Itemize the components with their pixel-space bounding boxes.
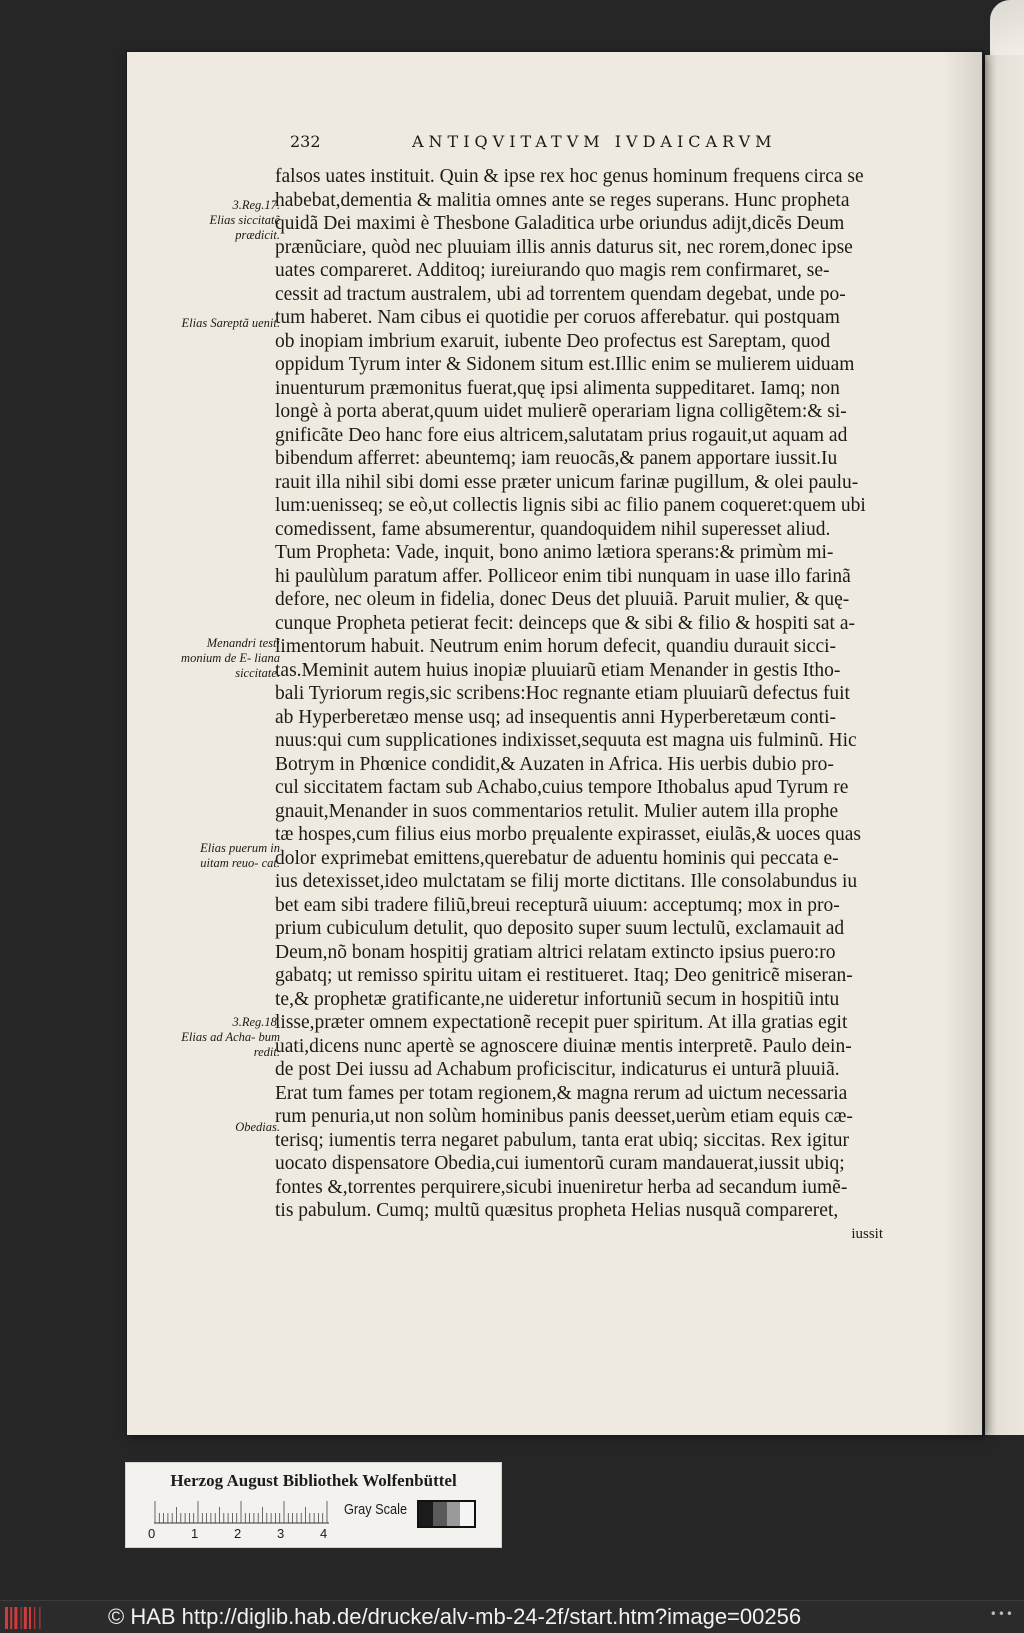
text-line: limentorum habuit. Neutrum enim horum defecit, quandiu durauit sicci- xyxy=(275,636,837,657)
margin-note xyxy=(180,636,280,681)
text-line: cessit ad tractum australem, ubi ad torrentem quendam degebat, unde po- xyxy=(275,283,846,305)
text-line: Botrym in Phœnice condidit,& Auzaten in Africa. His uerbis dubio pro- xyxy=(275,753,834,775)
text-line: longè à porta aberat,quum uidet mulierẽ operariam ligna colligẽtem:& si- xyxy=(275,401,847,422)
text-line: tum haberet. Nam cibus ei quotidie per coruos afferebatur. qui postquam xyxy=(275,307,840,328)
margin-note-text: Elias Sareptã uenit. xyxy=(181,316,280,330)
text-line: cunque Propheta petierat fecit: deinceps que & sibi & filio & hospiti sat a- xyxy=(275,612,855,634)
gray-swatch xyxy=(419,1502,433,1526)
text-line: tis pabulum. Cumq; multũ quæsitus propheta Helias nusquã compareret, xyxy=(275,1200,839,1221)
text-line: uates compareret. Additoq; iureiurando quo magis rem confirmaret, se- xyxy=(275,260,830,281)
barcode-bar xyxy=(34,1607,35,1629)
text-line: gnauit,Menander in suos commentarios retulit. Mulier autem illa prophe xyxy=(275,800,839,822)
margin-note xyxy=(180,1015,280,1060)
margin-note xyxy=(180,1120,280,1135)
text-line: gabatq; ut remisso spiritu uitam ei restitueret. Itaq; Deo genitricẽ miseran- xyxy=(275,965,853,986)
color-calibration-card xyxy=(125,1462,502,1548)
text-line: falsos uates instituit. Quin & ipse rex hoc genus hominum frequens circa se xyxy=(275,166,864,187)
text-line: te,& prophetæ gratificante,ne uideretur infortuniũ secum in hospitiũ intu xyxy=(275,988,840,1010)
running-head xyxy=(290,132,910,156)
text-line: Tum Propheta: Vade, inquit, bono animo lætiora sperans:& primùm mi- xyxy=(275,542,834,563)
page-header-title: ANTIQVITATVM IVDAICARVM xyxy=(412,132,777,151)
scale-numbers xyxy=(148,1526,338,1542)
margin-note-text: Menandri testi monium de E- liana siccitate. xyxy=(181,636,280,680)
text-line: cul siccitatem factam sub Achabo,cuius tempore Ithobalus apud Tyrum re xyxy=(275,777,849,798)
text-line: prium cubiculum detulit, quo deposito super suum lectulũ, exclamauit ad xyxy=(275,918,845,939)
body-text xyxy=(275,165,935,1246)
text-line: bibendum afferret: abeuntemq; iam reuocãs,& panem apportare iussit.Iu xyxy=(275,448,838,469)
text-line: dolor exprimebat emittens,querebatur de aduentu hominis qui peccata e- xyxy=(275,847,839,869)
barcode-bar xyxy=(5,1607,8,1629)
text-line: lum:uenisseq; se eò,ut collectis lignis sibi ac filio panem coqueret:quem ubi xyxy=(275,495,866,516)
text-line: habebat,dementia & malitia omnes ante se reges superans. Hunc propheta xyxy=(275,189,850,211)
barcode-bar xyxy=(10,1607,12,1629)
barcode-bar xyxy=(39,1607,40,1629)
barcode-bar xyxy=(29,1607,31,1629)
copyright-url-link[interactable]: © HAB http://diglib.hab.de/drucke/alv-mb-24-2f/start.htm?image=00256 xyxy=(108,1604,802,1629)
next-page-corner xyxy=(990,0,1024,60)
margin-note-ref: 3.Reg.18. xyxy=(232,1015,280,1029)
margin-note xyxy=(180,198,280,243)
text-line: uati,dicens nunc apertè se agnoscere diuinæ mentis interpretẽ. Paulo dein- xyxy=(275,1035,852,1057)
gray-swatch xyxy=(433,1502,447,1526)
margin-note-text: Elias ad Acha- bum redit. xyxy=(181,1030,280,1059)
ellipsis-icon[interactable]: ••• xyxy=(989,1607,1014,1621)
text-line: gnificãte Deo hanc fore eius altricem,salutatam prius rogauit,ut aquam ad xyxy=(275,424,848,446)
next-page-edge xyxy=(983,55,1024,1435)
gray-scale-label: Gray Scale xyxy=(344,1501,408,1518)
text-line: bali Tyriorum regis,sic scribens:Hoc regnante etiam pluuiarũ defectus fuit xyxy=(275,683,850,704)
text-line: fontes &,torrentes perquirere,sicubi inueniretur herba ad secandum iumẽ- xyxy=(275,1176,848,1198)
text-line: ius detexisset,ideo mulctatam se filij morte dictitans. Ille consolabundus iu xyxy=(275,871,858,892)
card-title: Herzog August Bibliothek Wolfenbüttel xyxy=(170,1471,457,1490)
barcode-icon xyxy=(4,1605,46,1631)
text-line: inuenturum præmonitus fuerat,quę ipsi alimenta suppeditaret. Iamq; non xyxy=(275,377,840,399)
margin-note xyxy=(180,841,280,871)
text-line: tas.Meminit autem huius inopiæ pluuiarũ etiam Menander in gestis Itho- xyxy=(275,659,841,681)
scale-number: 3 xyxy=(277,1526,285,1541)
barcode-bar xyxy=(14,1607,17,1629)
barcode-bar xyxy=(24,1607,27,1629)
text-line: ob inopiam imbrium exaruit, iubente Deo profectus est Sareptam, quod xyxy=(275,330,831,352)
barcode-bar xyxy=(21,1607,22,1629)
text-line: ab Hyperberetæo mense usq; ad insequentis anni Hyperberetæum conti- xyxy=(275,706,837,728)
gray-swatch xyxy=(460,1502,474,1526)
page-number: 232 xyxy=(290,132,321,151)
scale-number: 2 xyxy=(234,1526,242,1541)
scale-number: 4 xyxy=(320,1526,328,1541)
margin-note-text: Elias puerum in uitam reuo- cat. xyxy=(200,841,280,870)
text-line: oppidum Tyrum inter & Sidonem situm est.Illic enim se mulierem uiduam xyxy=(275,354,855,375)
text-line: Erat tum fames per totam regionem,& magna rerum ad uictum necessaria xyxy=(275,1082,848,1104)
scale-ruler xyxy=(154,1500,329,1524)
text-line: Deum,nõ bonam hospitij gratiam altrici relatam extincto ipsius puero:ro xyxy=(275,941,836,963)
text-line: de post Dei iussu ad Achabum proficiscitur, indicaturus ei unturã pluuiã. xyxy=(275,1059,840,1080)
gray-scale-swatches xyxy=(417,1500,476,1528)
text-line: terisq; iumentis terra negaret pabulum, tanta erat ubiq; siccitas. Rex igitur xyxy=(275,1129,849,1151)
margin-note-text: Obedias. xyxy=(235,1120,280,1134)
text-line: quidã Dei maximi è Thesbone Galaditica urbe oriundus adijt,dicẽs Deum xyxy=(275,213,845,234)
margin-note-ref: 3.Reg.17. xyxy=(232,198,280,212)
margin-note-text: Elias siccitatẽ prædicit. xyxy=(209,213,280,242)
text-line: prænũciare, quòd nec pluuiam illis annis daturus sit, nec rorem,donec ipse xyxy=(275,236,853,258)
text-line: rauit illa nihil sibi domi esse præter unicum farinæ pugillum, & olei paulu- xyxy=(275,471,859,493)
catchword: iussit xyxy=(851,1225,883,1242)
text-line: hi paulùlum paratum affer. Polliceor enim tibi nunquam in uase illo farinã xyxy=(275,565,851,587)
text-line: bet eam sibi tradere filiũ,breui recepturã uiuum: acceptumq; mox in pro- xyxy=(275,894,840,916)
scale-number: 1 xyxy=(191,1526,199,1541)
text-line: nuus:qui cum supplicationes indixisset,sequuta est magna uis fulminũ. Hic xyxy=(275,730,857,751)
text-line: rum penuria,ut non solùm hominibus panis deesset,uerùm etiam equis cæ- xyxy=(275,1106,853,1127)
text-line: comedissent, fame absumerentur, quandoquidem nihil superesset aliud. xyxy=(275,518,831,540)
scale-number: 0 xyxy=(148,1526,156,1541)
text-line: uocato dispensatore Obedia,cui iumentorũ curam mandauerat,iussit ubiq; xyxy=(275,1153,845,1174)
text-line: tæ hospes,cum filius eius morbo pręualente expirasset, eiulãs,& uoces quas xyxy=(275,824,861,845)
status-bar xyxy=(0,1600,1024,1633)
gray-swatch xyxy=(447,1502,461,1526)
text-line: lisse,præter omnem expectationẽ recepit puer spiritum. At illa gratias egit xyxy=(275,1012,848,1033)
margin-note xyxy=(180,316,280,331)
text-line: defore, nec oleum in fidelia, donec Deus det pluuiã. Paruit mulier, & quę- xyxy=(275,589,850,610)
